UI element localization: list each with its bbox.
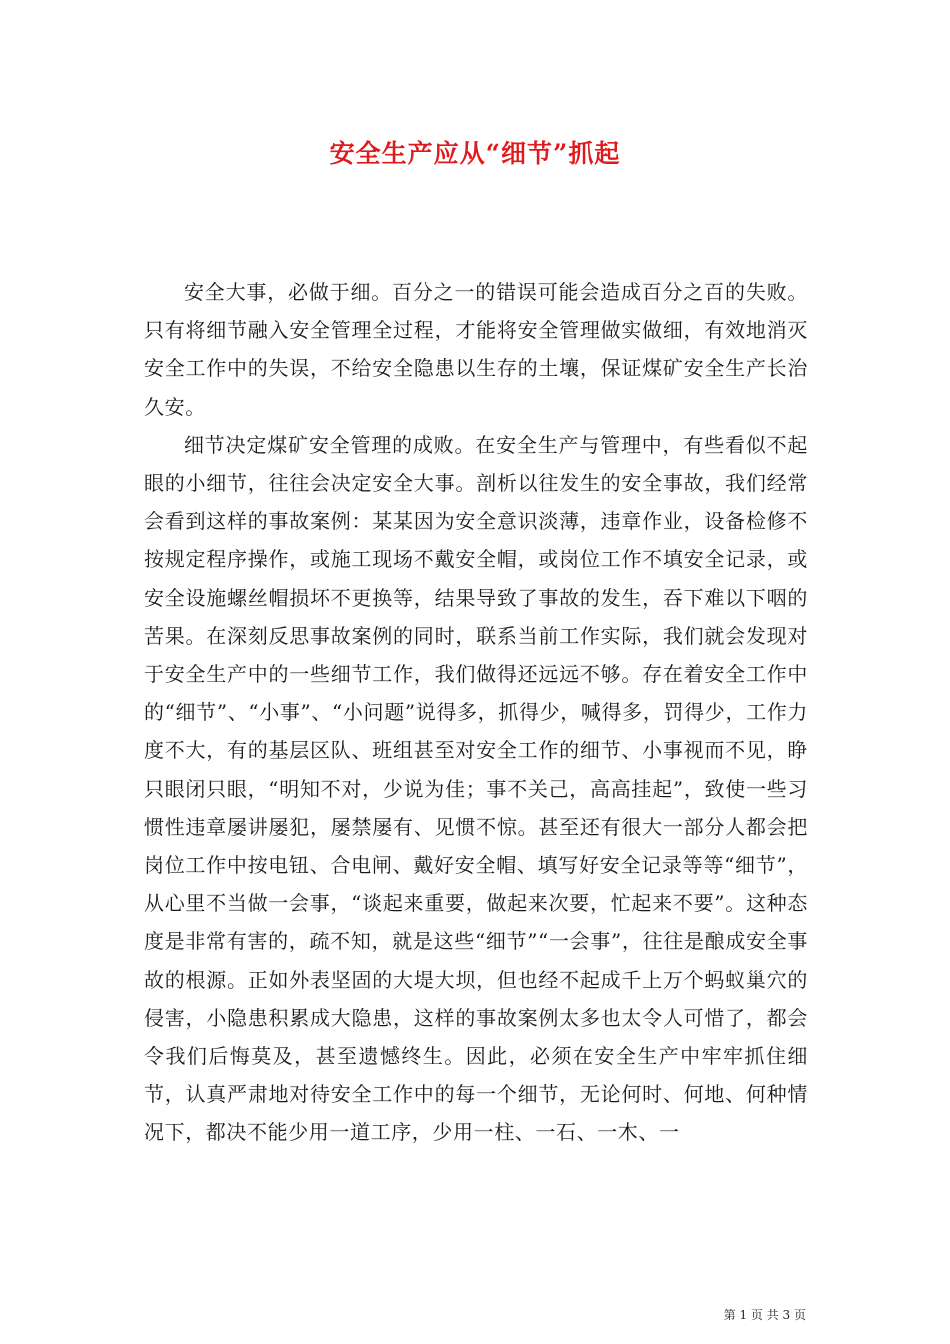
page-footer: 第 1 页 共 3 页	[723, 1308, 806, 1322]
document-body	[144, 273, 808, 1152]
paragraph-1: 安全大事，必做于细。百分之一的错误可能会造成百分之百的失败。只有将细节融入安全管理全过程，才能将安全管理做实做细，有效地消灭安全工作中的失误，不给安全隐患以生存的土壤，保证煤矿安全生产长治久安。	[144, 280, 808, 419]
document-title: 安全生产应从“细节”抓起	[329, 139, 621, 168]
paragraph-2: 细节决定煤矿安全管理的成败。在安全生产与管理中，有些看似不起眼的小细节，往往会决定安全大事。剖析以往发生的安全事故，我们经常会看到这样的事故案例：某某因为安全意识淡薄，违章作业，设备检修不按规定程序操作，或施工现场不戴安全帽，或岗位工作不填安全记录，或安全设施螺丝帽损坏不更换等，结果导致了事故的发生，吞下难以下咽的苦果。在深刻反思事故案例的同时，联系当前工作实际，我们就会发现对于安全生产中的一些细节工作，我们做得还远远不够。存在着安全工作中的“细节”、“小事”、“小问题”说得多，抓得少，喊得多，罚得少，工作力度不大，有的基层区队、班组甚至对安全工作的细节、小事视而不见，睁只眼闭只眼，“明知不对，少说为佳；事不关己，高高挂起”，致使一些习惯性违章屡讲屡犯，屡禁屡有、见惯不惊。甚至还有很大一部分人都会把岗位工作中按电钮、合电闸、戴好安全帽、填写好安全记录等等“细节”，从心里不当做一会事，“谈起来重要，做起来次要，忙起来不要”。这种态度是非常有害的，疏不知，就是这些“细节”“一会事”，往往是酿成安全事故的根源。正如外表坚固的大堤大坝，但也经不起成千上万个蚂蚁巢穴的侵害，小隐患积累成大隐患，这样的事故案例太多也太令人可惜了，都会令我们后悔莫及，甚至遗憾终生。因此，必须在安全生产中牢牢抓住细节，认真严肃地对待安全工作中的每一个细节，无论何时、何地、何种情况下，都决不能少用一道工序，少用一柱、一石、一木、一	[144, 432, 808, 1145]
